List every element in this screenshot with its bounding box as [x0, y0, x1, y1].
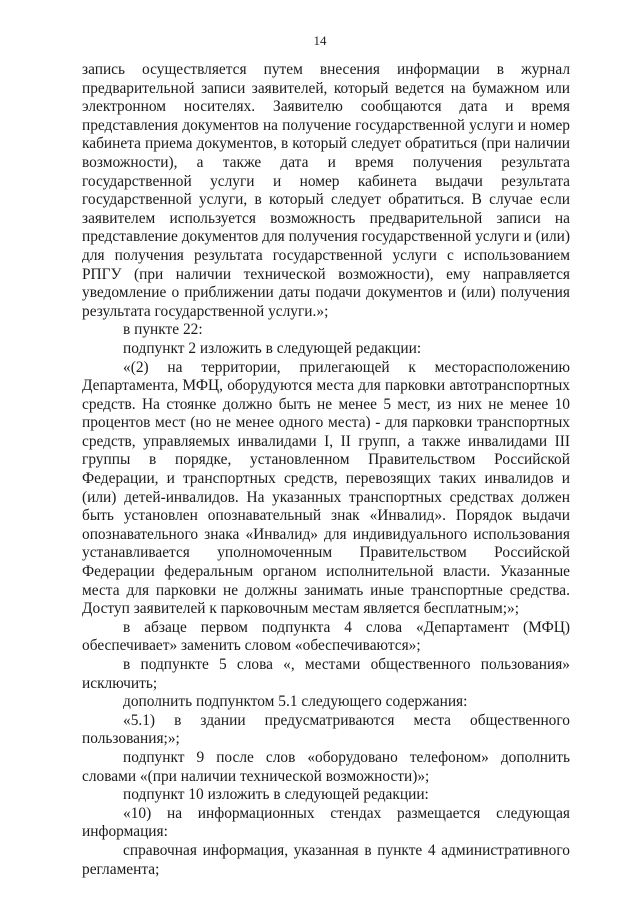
- paragraph-subpoint-5-1-intro: дополнить подпунктом 5.1 следующего содержания:: [123, 693, 468, 711]
- paragraph-subpoint-10-intro: подпункт 10 изложить в следующей редакции:: [123, 786, 429, 804]
- document-body: [82, 61, 570, 879]
- paragraph-subpoint-2-text: «(2) на территории, прилегающей к месторасположению Департамента, МФЦ, оборудуются места для парковки автотранспортных средств. На стоянке должно быть не менее 5 мест, из них не менее 10 процентов мест (но не менее одного места) - для парковки транспортных средств, управляемых инвалидами I, II групп, а также инвалидами III группы в порядке, установленном Правительством Российской Федерации, и транспортных средств, перевозящих таких инвалидов и (или) детей-инвалидов. На указанных транспортных средствах должен быть установлен опознавательный знак «Инвалид». Порядок выдачи опознавательного знака «Инвалид» для индивидуального использования устанавливается уполномоченным Правительством Российской Федерации федеральным органом исполнительной власти. Указанные места для парковки не должны занимать иные транспортные средства. Доступ заявителей к парковочным местам является бесплатным;»;: [82, 358, 570, 618]
- paragraph-subpoint-9: подпункт 9 после слов «оборудовано телефоном» дополнить словами «(при наличии технической возможности)»;: [82, 748, 570, 785]
- paragraph-record-continuation: запись осуществляется путем внесения информации в журнал предварительной записи заявителей, который ведется на бумажном или электронном носителях. Заявителю сообщаются дата и время представления документов на получение государственной услуги и номер кабинета приема документов, в который следует обратиться (при наличии возможности), а также дата и время получения результата государственной услуги и номер кабинета выдачи результата государственной услуги, в который следует обратиться. В случае если заявителем используется возможность предварительной записи на представление документов для получения государственной услуги и (или) для получения результата государственной услуги с использованием РПГУ (при наличии технической возможности), ему направляется уведомление о приближении даты подачи документов и (или) получения результата государственной услуги.»;: [82, 61, 570, 320]
- paragraph-subpoint-4: в абзаце первом подпункта 4 слова «Департамент (МФЦ) обеспечивает» заменить словом «обеспечиваются»;: [82, 618, 570, 655]
- paragraph-point-22: в пункте 22:: [123, 321, 203, 339]
- paragraph-subpoint-2-intro: подпункт 2 изложить в следующей редакции:: [123, 339, 422, 357]
- page-number: 14: [313, 33, 327, 48]
- paragraph-subpoint-5-1-text: «5.1) в здании предусматриваются места общественного пользования;»;: [82, 711, 570, 748]
- paragraph-subpoint-5: в подпункте 5 слова «, местами общественного пользования» исключить;: [82, 656, 570, 692]
- paragraph-subpoint-10-text: «10) на информационных стендах размещается следующая информация:: [82, 804, 570, 841]
- paragraph-reference-info: справочная информация, указанная в пункте 4 административного регламента;: [82, 841, 570, 878]
